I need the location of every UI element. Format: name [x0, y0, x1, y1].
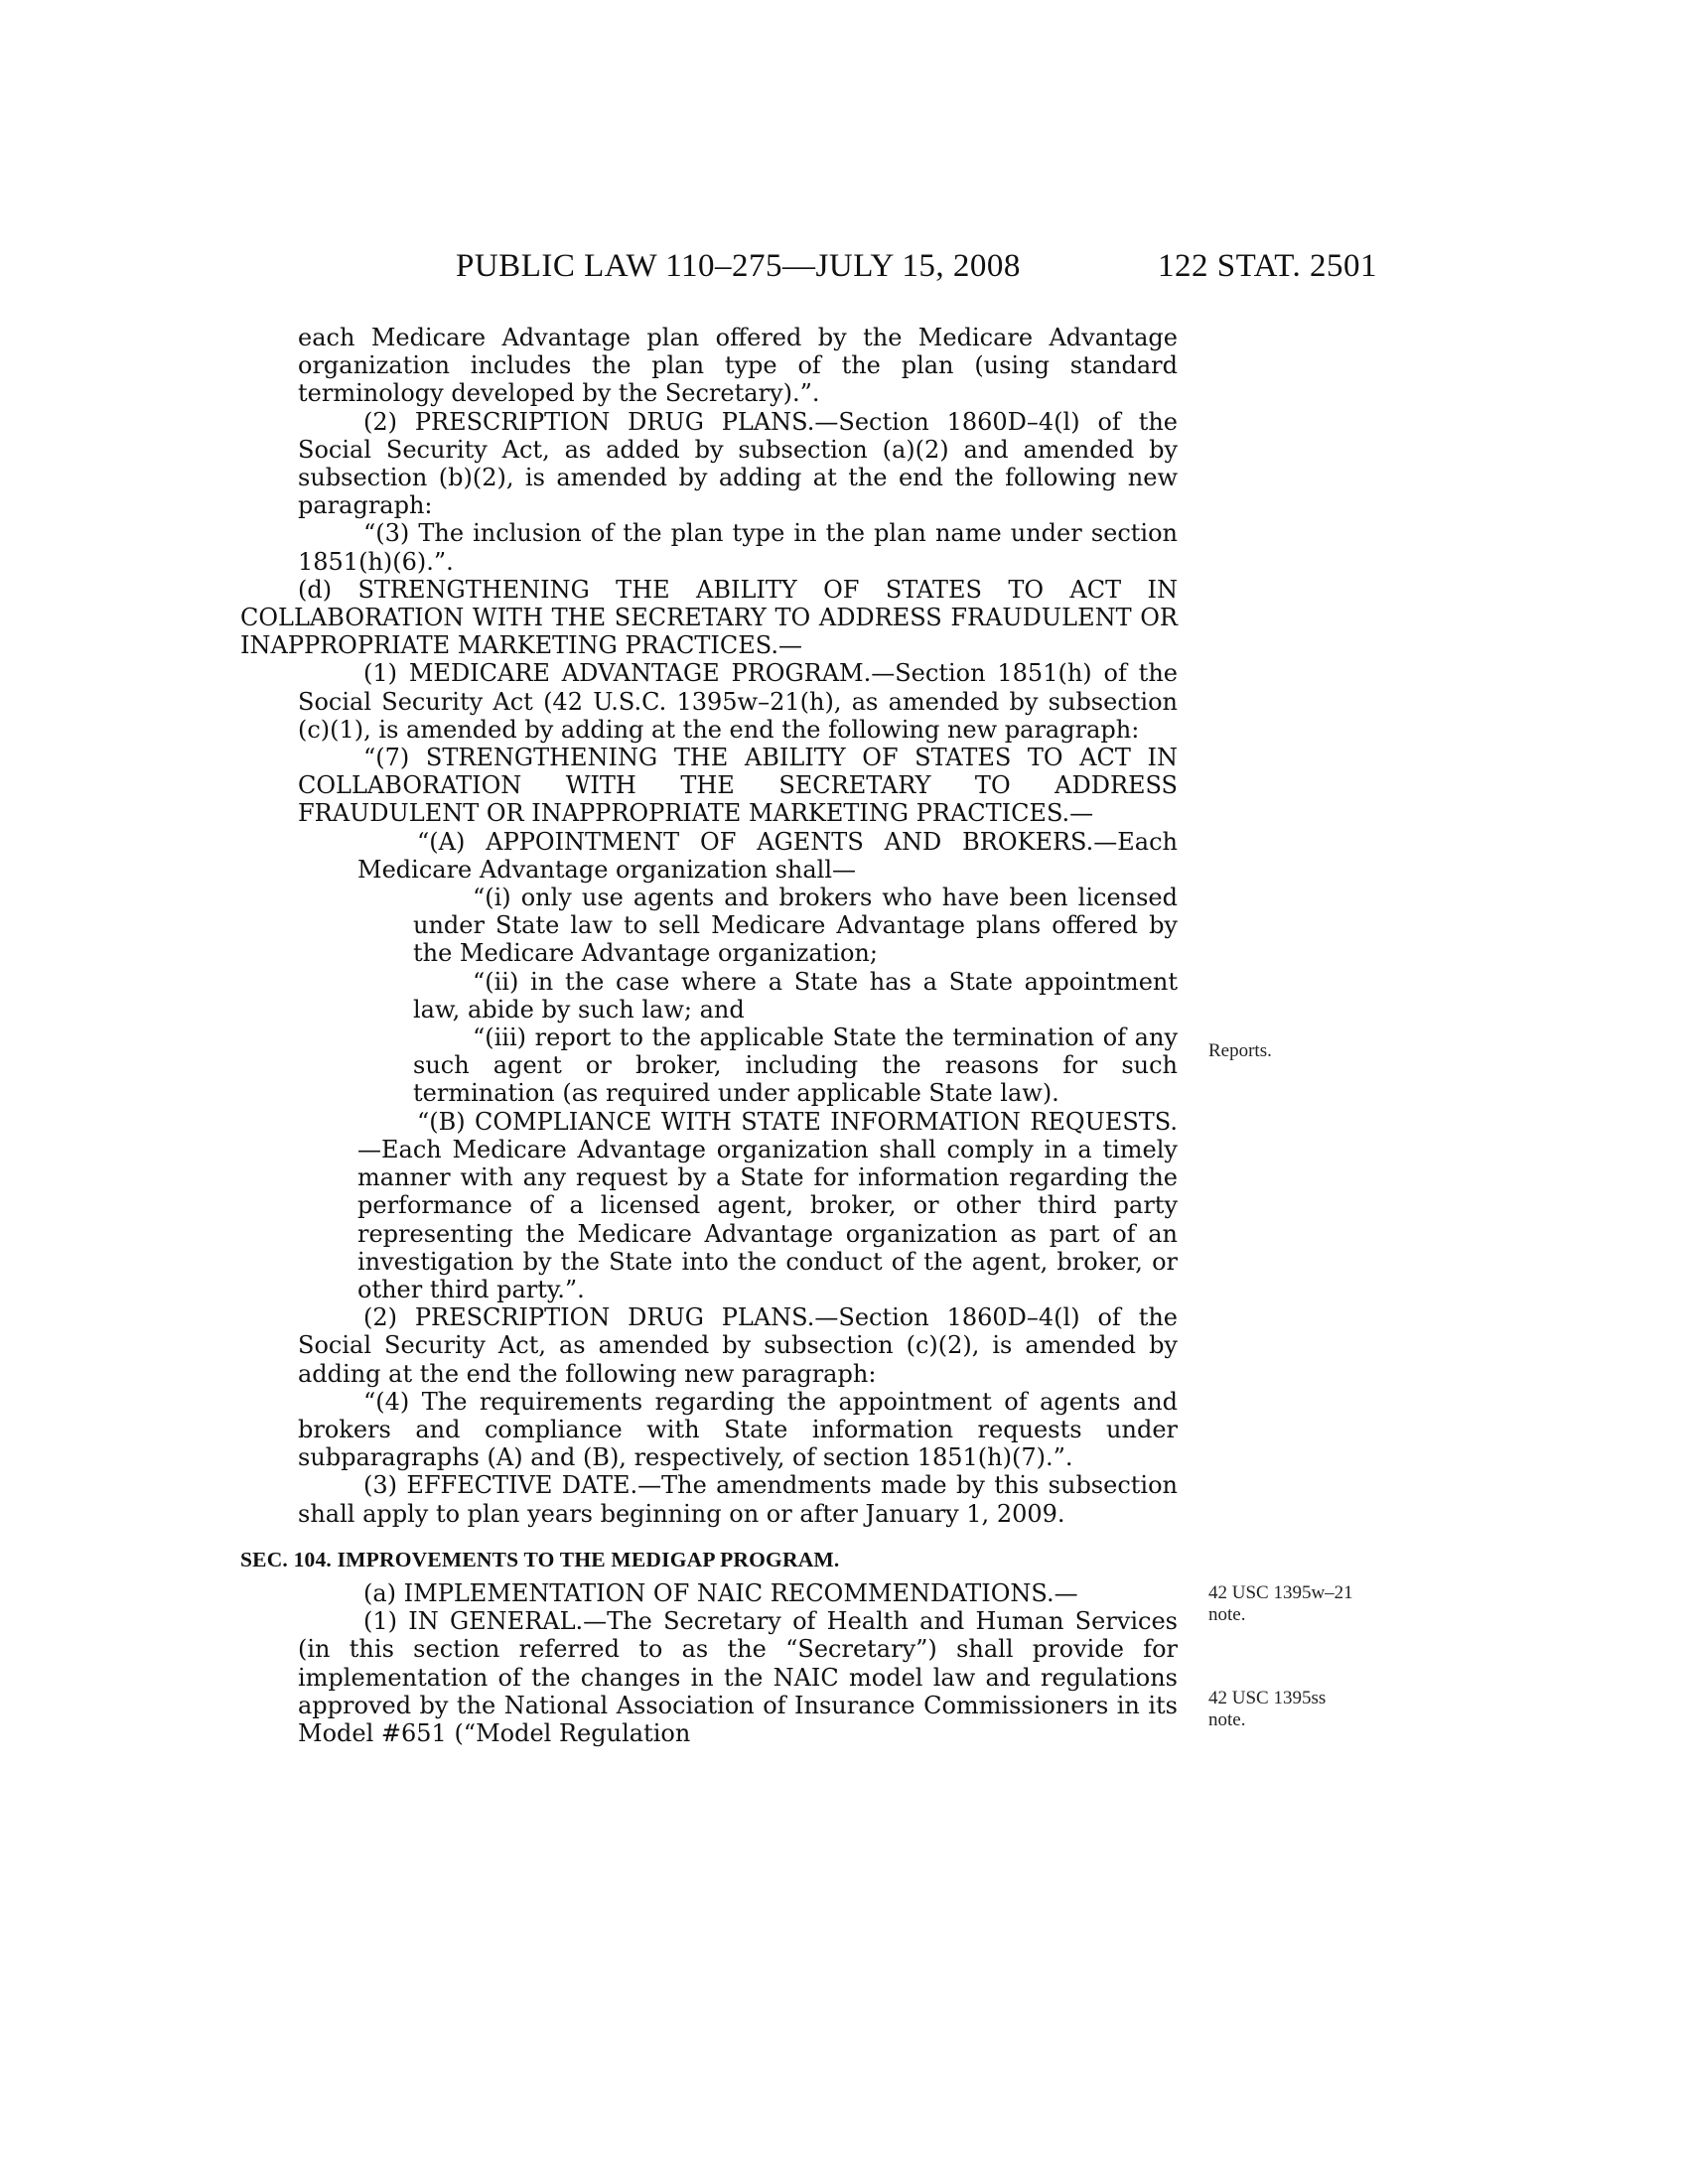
- margin-note-usc: 42 USC 1395ss note.: [1208, 1688, 1327, 1730]
- subsection-heading: (a) IMPLEMENTATION OF NAIC RECOMMENDATIONS.—: [363, 1578, 1078, 1607]
- paragraph: “(3) The inclusion of the plan type in the plan name under section 1851(h)(6).”.: [298, 519, 1178, 576]
- running-head: PUBLIC LAW 110–275—JULY 15, 2008: [456, 248, 1021, 284]
- paragraph: each Medicare Advantage plan offered by the Medicare Advantage organization includes the plan type of the plan (using standard terminology developed by the Secretary).”.: [298, 324, 1178, 408]
- subparagraph: “(A) APPOINTMENT OF AGENTS AND BROKERS.—Each Medicare Advantage organization shall—: [357, 827, 1178, 884]
- paragraph: (1) MEDICARE ADVANTAGE PROGRAM.—Section 1851(h) of the Social Security Act (42 U.S.C. 1395w–21(h), as amended by subsection (c)(1), is amended by adding at the end the following new paragraph:: [298, 659, 1178, 744]
- clause: “(ii) in the case where a State has a State appointment law, abide by such law; and: [413, 967, 1178, 1024]
- paragraph: “(4) The requirements regarding the appointment of agents and brokers and compliance with State information requests under subparagraphs (A) and (B), respectively, of section 1851(h)(7).”.: [298, 1387, 1178, 1472]
- paragraph: (2) PRESCRIPTION DRUG PLANS.—Section 1860D–4(l) of the Social Security Act, as added by subsection (a)(2) and amended by subsection (b)(2), is amended by adding at the end the following new paragraph:: [298, 407, 1178, 520]
- paragraph: (2) PRESCRIPTION DRUG PLANS.—Section 1860D–4(l) of the Social Security Act, as amended by subsection (c)(2), is amended by adding at the end the following new paragraph:: [298, 1303, 1178, 1388]
- paragraph: (3) EFFECTIVE DATE.—The amendments made by this subsection shall apply to plan years beginning on or after January 1, 2009.: [298, 1471, 1178, 1528]
- clause: “(iii) report to the applicable State the termination of any such agent or broker, including the reasons for such termination (as required under applicable State law).: [413, 1024, 1178, 1108]
- margin-note-reports: Reports.: [1208, 1040, 1272, 1061]
- page-number: 122 STAT. 2501: [1157, 248, 1377, 284]
- statute-text: [240, 324, 1178, 1747]
- page-header: [456, 248, 1377, 288]
- subsection-heading: (d) STRENGTHENING THE ABILITY OF STATES TO ACT IN COLLABORATION WITH THE SECRETARY TO ADDRESS FRAUDULENT OR INAPPROPRIATE MARKETING PRACTICES.—: [240, 575, 1178, 660]
- margin-note-usc: 42 USC 1395w–21 note.: [1208, 1582, 1353, 1625]
- paragraph: (1) IN GENERAL.—The Secretary of Health and Human Services (in this section referred to as the “Secretary”) shall provide for implementation of the changes in the NAIC model law and regulations approved by the National Association of Insurance Commissioners in its Model #651 (“Model Regulation: [298, 1607, 1178, 1747]
- clause: “(i) only use agents and brokers who have been licensed under State law to sell Medicare Advantage plans offered by the Medicare Advantage organization;: [413, 884, 1178, 968]
- quoted-heading: “(7) STRENGTHENING THE ABILITY OF STATES TO ACT IN COLLABORATION WITH THE SECRETARY TO ADDRESS FRAUDULENT OR INAPPROPRIATE MARKETING PRACTICES.—: [298, 744, 1178, 828]
- subparagraph: “(B) COMPLIANCE WITH STATE INFORMATION REQUESTS.—Each Medicare Advantage organization shall comply in a timely manner with any request by a State for information regarding the performance of a licensed agent, broker, or other third party representing the Medicare Advantage organization as part of an investigation by the State into the conduct of the agent, broker, or other third party.”.: [357, 1107, 1178, 1303]
- section-heading: SEC. 104. IMPROVEMENTS TO THE MEDIGAP PROGRAM.: [240, 1547, 840, 1571]
